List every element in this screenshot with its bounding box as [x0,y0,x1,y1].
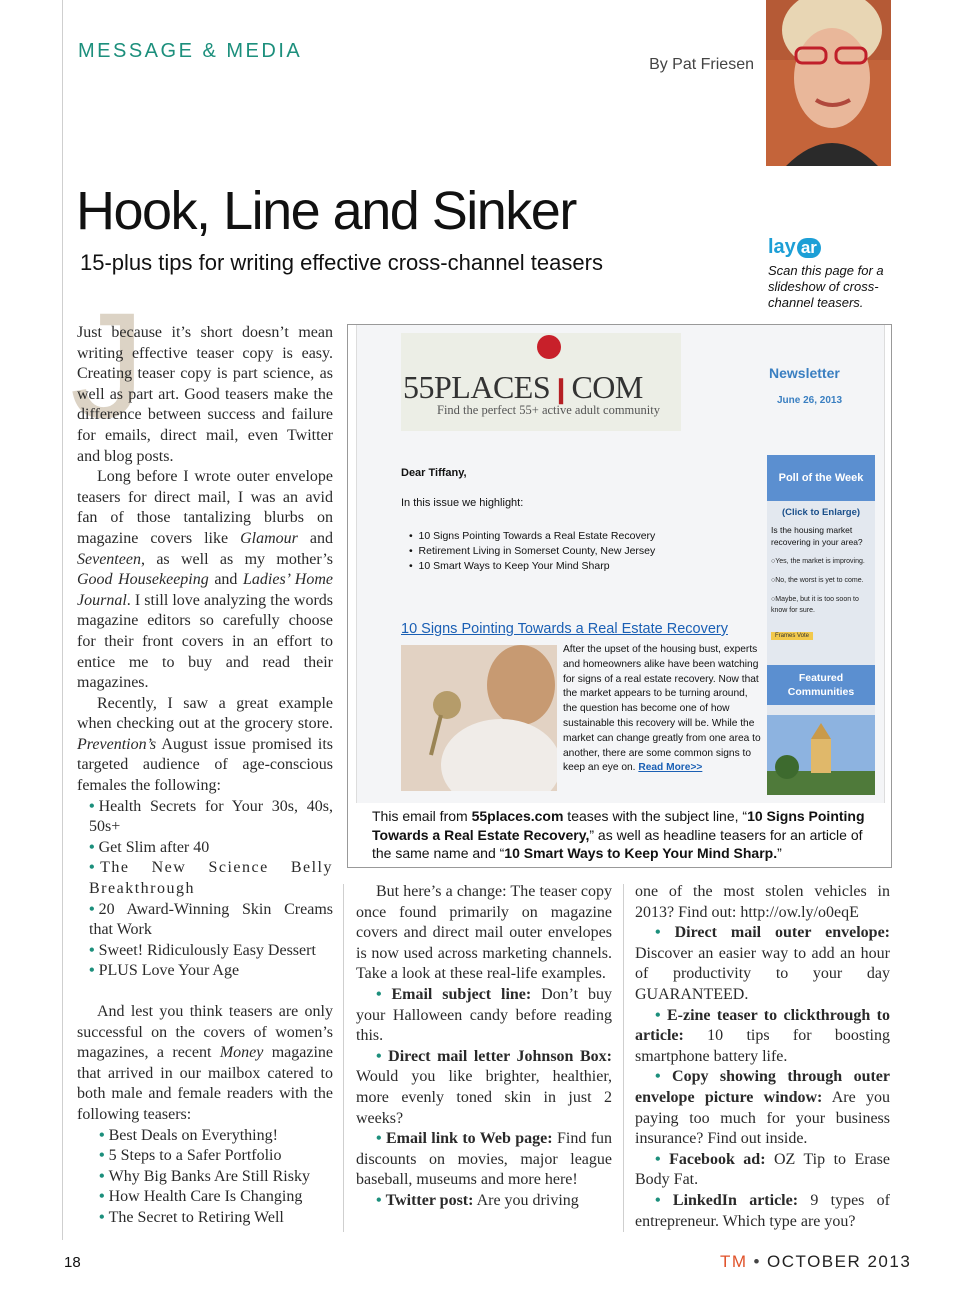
list-item: • The Secret to Retiring Well [99,1208,284,1226]
paragraph: And lest you think teasers are only successful on the covers of women’s magazines, a recent Money magazine that arrived in our mailbox catered to both male and female readers with the following teasers: [77,1003,334,1123]
figure-caption: This email from 55places.com teases with the subject line, “10 Signs Pointing Towards a Real Estate Recovery,” as well as headline teasers for an article of the same name and “10 Smart Ways to Keep Your Mind Sharp.” [372,808,865,861]
poll-option[interactable]: ○No, the worst is yet to come. [771,577,864,584]
prevention-teaser-list [77,797,333,982]
site-logo[interactable]: 55PLACES❙COM [403,369,643,405]
list-item: • How Health Care Is Changing [99,1188,303,1206]
layar-callout [768,236,894,311]
article-excerpt: After the upset of the housing bust, experts and homeowners alike have been watching for signs of a real estate recovery. Now that the market appears to be turning around, the question has become one of how sustainable this recovery will be. While the market can change greatly from one area to another, there are some common signs to keep an eye on. Read More>> [563,644,761,774]
sidebar-panel [767,455,875,795]
list-item: • Sweet! Ridiculously Easy Dessert [89,941,316,959]
list-item: • 20 Award-Winning Skin Creams that Work [89,900,333,939]
list-item: • Get Slim after 40 [89,838,210,856]
byline: By Pat Friesen [649,56,754,73]
column-divider [343,884,344,1232]
issue-date: OCTOBER 2013 [767,1252,912,1271]
poll-option[interactable]: ○Yes, the market is improving. [771,558,865,565]
list-item: • The New Science Belly Breakthrough [89,859,333,898]
paragraph: Long before I wrote outer envelope teasers for direct mail, I was an avid fan of those tantalizing blurbs on magazine covers like Glamour and Seventeen, as well as my mother’s Good Housekeeping and Ladies’ Home Journal. I still love analyzing the words magazine editors so carefully choose for their front covers in an effort to entice me to buy and read their magazines. [77,468,334,692]
left-margin-rule [62,0,63,1240]
layar-logo[interactable]: lay ar [768,236,894,259]
featured-photo [767,715,875,795]
column-3 [635,882,890,1232]
issue-footer: TM • OCTOBER 2013 [720,1252,912,1271]
poll-options [771,556,871,616]
column-divider [623,884,624,1232]
tip-item: • Direct mail outer envelope: Discover an easier way to add an hour of productivity to your day GUARANTEED. [635,924,890,1003]
pin-icon: ❙ [550,375,572,404]
tip-item: • Twitter post: Are you driving [376,1191,579,1209]
list-item: • Health Secrets for Your 30s, 40s, 50s+ [89,797,333,836]
newsletter-label: Newsletter [769,365,840,381]
vote-button[interactable]: Frames Vote [771,632,813,640]
highlight-list [409,529,655,574]
newsletter-screenshot [356,325,885,803]
column-2 [356,882,612,1212]
paragraph: But here’s a change: The teaser copy once found primarily on magazine covers and direct mail outer envelopes is now used across marketing channels. Take a look at these real-life examples. [356,883,612,983]
section-label: MESSAGE & MEDIA [78,40,303,62]
list-item: • 5 Steps to a Safer Portfolio [99,1147,282,1165]
money-teaser-list [77,1126,333,1229]
drop-cap-decoration: J [70,281,145,449]
author-photo [766,0,891,166]
article-photo [401,645,557,791]
tip-item: • Direct mail letter Johnson Box: Would you like brighter, healthier, more evenly toned skin in just 2 weeks? [356,1047,612,1127]
intro-text: In this issue we highlight: [401,497,524,509]
tip-item: • Copy showing through outer envelope picture window: Are you paying too much for your business insurance? Find out inside. [635,1068,891,1148]
paragraph: Just because it’s short doesn’t mean writing effective teaser copy is easy. Creating teaser copy is part science, as well as part art. Good teasers make the difference between success and failure for emails, direct mail, even Twitter and blog posts. [77,324,333,465]
list-item: • PLUS Love Your Age [89,962,240,980]
poll-option[interactable]: ○Maybe, but it is too soon to know for sure. [771,596,859,614]
tip-item: • Email link to Web page: Find fun discounts on movies, major league baseball, museums and more here! [356,1130,613,1189]
greeting: Dear Tiffany, [401,467,467,479]
magazine-mark: TM [720,1252,748,1271]
tip-item: • Email subject line: Don’t buy your Halloween candy before reading this. [356,985,612,1045]
poll-header: Poll of the Week [767,455,875,501]
article-title-link[interactable]: 10 Signs Pointing Towards a Real Estate Recovery [401,621,728,637]
column-1 [77,323,333,1229]
read-more-link[interactable]: Read More>> [638,762,703,774]
email-figure [347,324,892,868]
tip-item: • LinkedIn article: 9 types of entrepreneur. Which type are you? [635,1191,890,1230]
map-pin-icon [537,335,561,359]
paragraph: one of the most stolen vehicles in 2013? Find out: http://ow.ly/o0eqE [635,883,890,921]
layar-note: Scan this page for a slideshow of cross-channel teasers. [768,263,884,310]
tip-item: • Facebook ad: OZ Tip to Erase Body Fat. [635,1150,890,1189]
featured-header: Featured Communities [767,665,875,705]
headline: Hook, Line and Sinker [76,181,576,241]
list-item: • Why Big Banks Are Still Risky [99,1167,310,1185]
list-item: • Retirement Living in Somerset County, New Jersey [409,545,656,557]
deck-subtitle: 15-plus tips for writing effective cross-channel teasers [80,250,603,275]
site-tagline: Find the perfect 55+ active adult community [437,403,660,417]
newsletter-date: June 26, 2013 [777,395,843,406]
enlarge-link[interactable]: (Click to Enlarge) [781,507,861,518]
page-number: 18 [64,1254,81,1271]
tip-item: • E-zine teaser to clickthrough to article: 10 tips for boosting smartphone battery life. [635,1006,890,1065]
paragraph: Recently, I saw a great example when checking out at the grocery store. Prevention’s August issue promised its targeted audience of age-conscious females the following: [77,694,333,795]
list-item: • 10 Signs Pointing Towards a Real Estate Recovery [409,530,656,542]
poll-question: Is the housing market recovering in your area? [771,525,863,547]
list-item: • 10 Smart Ways to Keep Your Mind Sharp [409,560,610,572]
list-item: • Best Deals on Everything! [99,1126,278,1144]
